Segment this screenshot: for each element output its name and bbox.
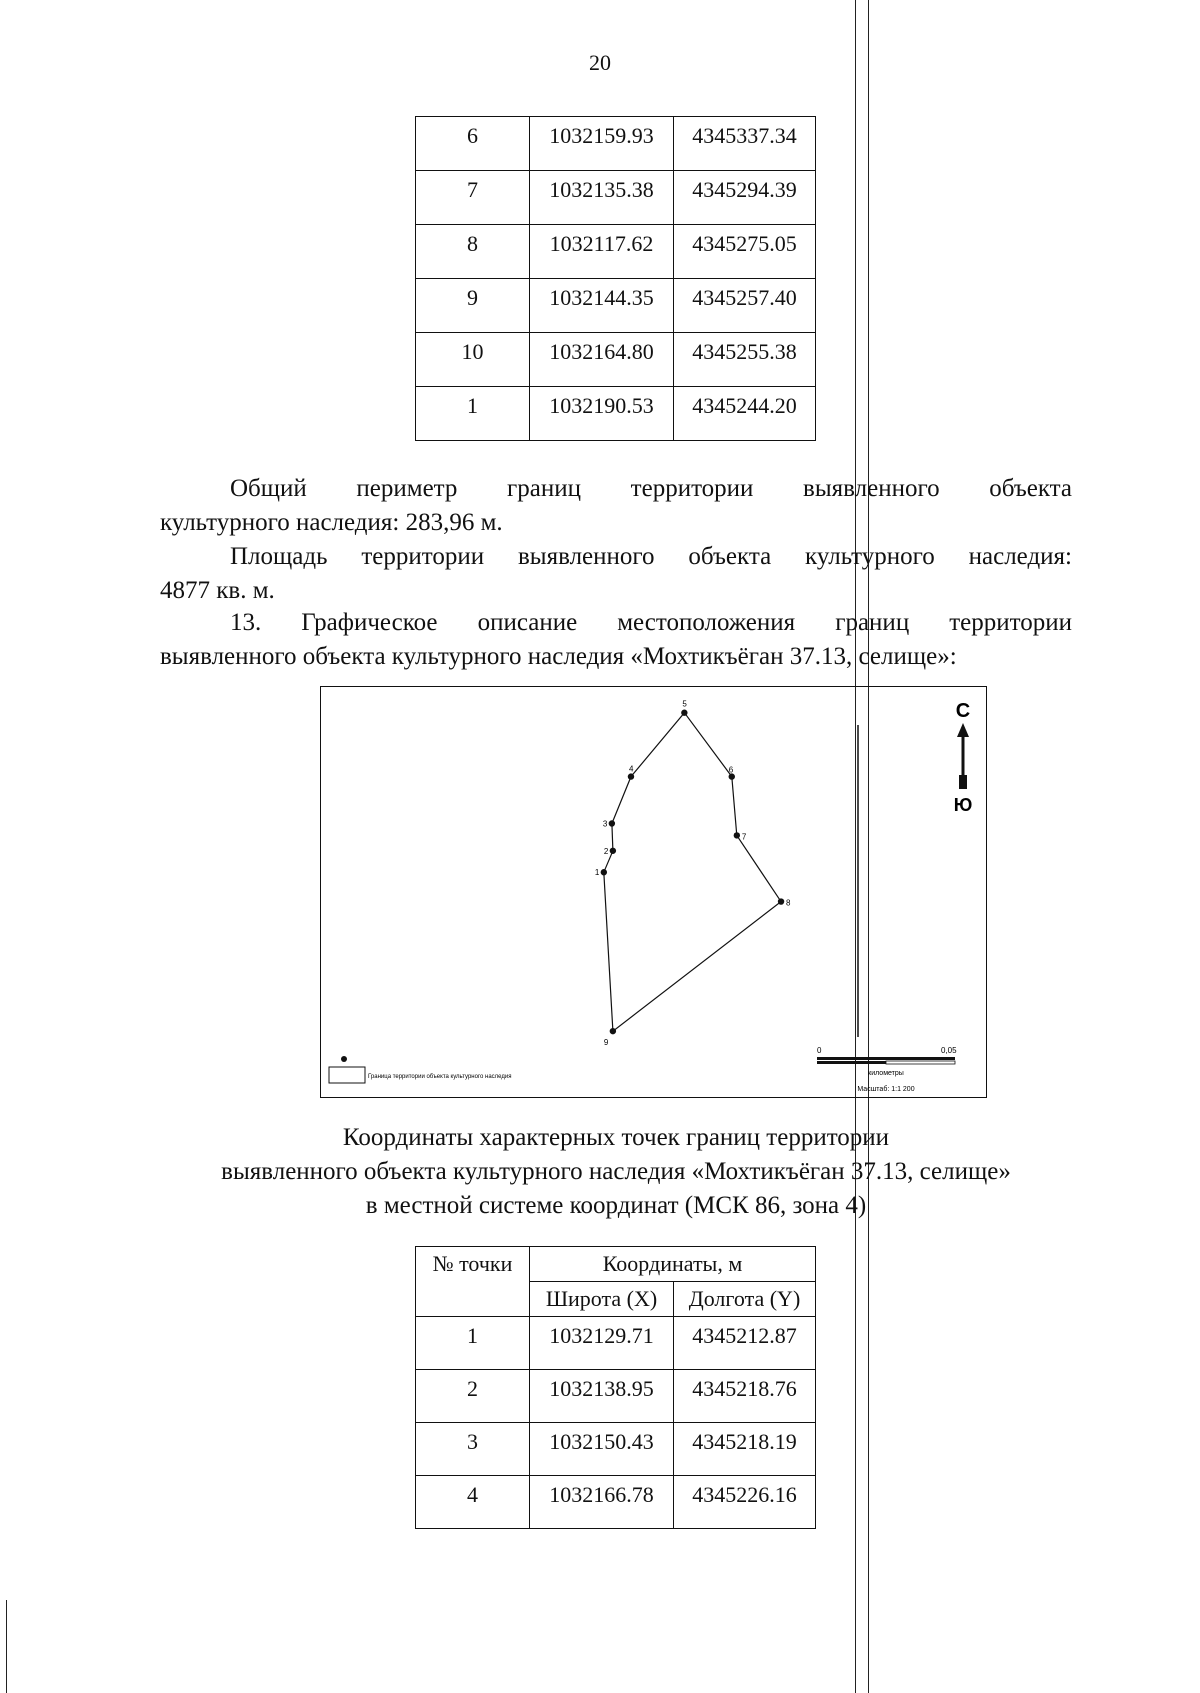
- table-row: [416, 225, 816, 279]
- longitude-cell: 4345257.40: [674, 279, 816, 333]
- longitude-cell: 4345275.05: [674, 225, 816, 279]
- coordinates-table-continued: [415, 116, 816, 441]
- point-number-cell: 4: [416, 1476, 530, 1529]
- scan-margin-line: [6, 1600, 7, 1693]
- latitude-cell: 1032150.43: [530, 1423, 674, 1476]
- table-row: [416, 387, 816, 441]
- scale-max-label: 0,05: [941, 1046, 957, 1055]
- longitude-cell: 4345255.38: [674, 333, 816, 387]
- scale-units-label: километры: [868, 1070, 904, 1077]
- boundary-point-marker: [610, 848, 616, 854]
- point-number-cell: 2: [416, 1370, 530, 1423]
- latitude-cell: 1032190.53: [530, 387, 674, 441]
- table-row: [416, 171, 816, 225]
- longitude-cell: 4345337.34: [674, 117, 816, 171]
- table-row: [416, 333, 816, 387]
- area-paragraph-line2: 4877 кв. м.: [160, 577, 275, 604]
- point-number-cell: 7: [416, 171, 530, 225]
- longitude-cell: 4345218.76: [674, 1370, 816, 1423]
- table-row: [416, 1423, 816, 1476]
- boundary-point-label: 5: [682, 699, 687, 709]
- south-label: Ю: [953, 795, 973, 815]
- table-row: [416, 1476, 816, 1529]
- boundary-point-label: 8: [786, 898, 791, 908]
- boundary-point-label: 1: [594, 868, 600, 878]
- header-coordinates: Координаты, м: [530, 1247, 816, 1282]
- boundary-point-label: 9: [603, 1038, 609, 1048]
- point-number-cell: 8: [416, 225, 530, 279]
- coordinates-heading-line3: в местной системе координат (МСК 86, зона 4): [365, 1192, 867, 1219]
- point-number-cell: 6: [416, 117, 530, 171]
- map-legend: [329, 1056, 511, 1083]
- area-paragraph-line1: Площадь территории выявленного объекта культурного наследия:: [230, 543, 1072, 570]
- latitude-cell: 1032166.78: [530, 1476, 674, 1529]
- latitude-cell: 1032164.80: [530, 333, 674, 387]
- table-row: [416, 1317, 816, 1370]
- boundary-map: [320, 686, 987, 1098]
- longitude-cell: 4345226.16: [674, 1476, 816, 1529]
- latitude-cell: 1032135.38: [530, 171, 674, 225]
- boundary-point-label: 7: [741, 832, 747, 842]
- point-number-cell: 1: [416, 1317, 530, 1370]
- boundary-point-marker: [628, 773, 634, 779]
- longitude-cell: 4345218.19: [674, 1423, 816, 1476]
- scale-zero-label: 0: [817, 1046, 822, 1055]
- page-number: 20: [589, 50, 611, 75]
- scale-bar: [817, 1046, 957, 1093]
- boundary-point-marker: [734, 832, 740, 838]
- coordinates-heading-line2: выявленного объекта культурного наследия «Мохтикъёган 37.13, селище»: [221, 1158, 1011, 1185]
- table-row: [416, 279, 816, 333]
- point-number-cell: 10: [416, 333, 530, 387]
- point-number-cell: 9: [416, 279, 530, 333]
- graphic-description-line1: 13. Графическое описание местоположения границ территории: [230, 609, 1072, 636]
- header-longitude: Долгота (Y): [674, 1282, 816, 1317]
- boundary-point-marker: [681, 710, 687, 716]
- header-latitude: Широта (X): [530, 1282, 674, 1317]
- boundary-point-marker: [610, 1028, 616, 1034]
- latitude-cell: 1032117.62: [530, 225, 674, 279]
- boundary-point-marker: [778, 898, 784, 904]
- perimeter-paragraph-line1: Общий периметр границ территории выявленного объекта: [230, 475, 1072, 502]
- longitude-cell: 4345244.20: [674, 387, 816, 441]
- boundary-point-marker: [609, 820, 615, 826]
- table-row: [416, 1370, 816, 1423]
- point-number-cell: 1: [416, 387, 530, 441]
- legend-point-icon: [341, 1056, 347, 1062]
- coordinates-table: [415, 1246, 816, 1529]
- boundary-polygon-layer: [604, 713, 781, 1031]
- latitude-cell: 1032159.93: [530, 117, 674, 171]
- longitude-cell: 4345212.87: [674, 1317, 816, 1370]
- table-row: [416, 117, 816, 171]
- coordinates-heading-line1: Координаты характерных точек границ территории: [342, 1124, 890, 1151]
- boundary-point-label: 2: [603, 846, 609, 856]
- north-arrow-icon: [954, 700, 973, 815]
- point-number-cell: 3: [416, 1423, 530, 1476]
- boundary-point-label: 4: [628, 764, 634, 774]
- table-header-row: [416, 1247, 816, 1282]
- north-label: С: [955, 700, 971, 722]
- boundary-polygon: [604, 713, 781, 1031]
- boundary-point-label: 6: [728, 765, 734, 775]
- latitude-cell: 1032129.71: [530, 1317, 674, 1370]
- latitude-cell: 1032138.95: [530, 1370, 674, 1423]
- header-point-number: № точки: [416, 1247, 530, 1317]
- latitude-cell: 1032144.35: [530, 279, 674, 333]
- perimeter-paragraph-line2: культурного наследия: 283,96 м.: [160, 509, 503, 536]
- boundary-point-label: 3: [602, 819, 608, 829]
- boundary-map-canvas: [321, 687, 986, 1097]
- graphic-description-line2: выявленного объекта культурного наследия «Мохтикъёган 37.13, селище»:: [160, 643, 957, 670]
- legend-label: Граница территории объекта культурного наследия: [368, 1074, 512, 1080]
- boundary-point-marker: [601, 869, 607, 875]
- legend-boundary-swatch: [329, 1067, 365, 1083]
- longitude-cell: 4345294.39: [674, 171, 816, 225]
- scale-ratio-label: Масштаб: 1:1 200: [857, 1086, 915, 1093]
